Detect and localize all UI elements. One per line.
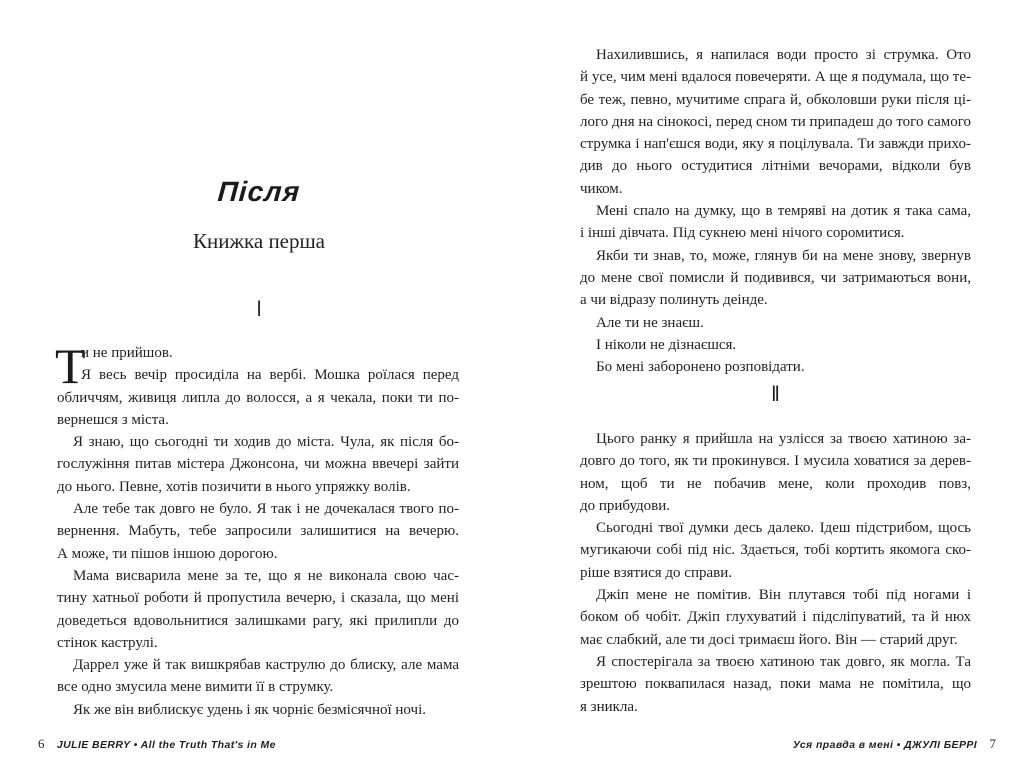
text-line: вернешся з міста. (57, 411, 169, 428)
text-line: до прибудови. (580, 497, 671, 514)
text-line: бе теж, певно, мучитиме спрага й, обколовши руки після ці- (580, 91, 971, 108)
text-line: лого дня на сінокосі, перед сном ти припадеш до того самого (580, 113, 971, 130)
text-line: ном, щоб ти не побачив мене, коли проходив повз, (580, 475, 971, 492)
text-line: має слабкий, але ти досі тримаєш його. Він — старий друг. (580, 631, 958, 648)
right-footer (793, 736, 996, 752)
text-line: Цього ранку я прийшла на узлісся за твоєю хатиною за- (596, 431, 971, 447)
text-line: Мама висварила мене за те, що я не виконала свою час- (73, 567, 459, 584)
right-body-text-top (580, 44, 971, 378)
text-line: і інші дівчата. Під сукнею мені нічого соромитися. (580, 225, 905, 242)
text-line: Сьогодні твої думки десь далеко. Ідеш підстрибом, щось (596, 520, 971, 537)
text-line: обличчям, живиця липла до волосся, а я чекала, поки ти по- (57, 389, 459, 406)
text-line: Якби ти знав, то, може, глянув би на мене знову, звернув (596, 247, 971, 264)
text-line: довго до того, як ти прокинувся. І мусила ховатися за дерев- (580, 453, 971, 470)
text-line: боком об чобіт. Джіп глухуватий і підсліпуватий, та й нюх (580, 609, 971, 626)
text-line: зрештою поквапилася назад, поки мама не помітила, що (580, 676, 971, 693)
text-line: доведеться вдовольнитися залишками рагу, які прилипли до (57, 612, 459, 629)
text-line: а чи відразу полинуть деінде. (580, 292, 768, 309)
page-number-left: 6 (38, 736, 45, 751)
text-line: Я знаю, що сьогодні ти ходив до міста. Чула, як після бо- (73, 434, 459, 451)
text-line: й усе, чим мені вдалося повечеряти. А ще я подумала, що те- (580, 69, 971, 86)
text-line: Джіп мене не помітив. Він плутався тобі під ногами і (596, 587, 971, 604)
text-line: и не прийшов. (81, 345, 173, 361)
text-line: Даррел уже й так вишкрябав каструлю до блиску, але мама (73, 657, 459, 674)
text-line: див до нього остудитися літніми вечорами, відколи був (580, 158, 971, 175)
page-number-right: 7 (989, 736, 996, 751)
book-title: Книжка перша (193, 229, 325, 253)
section-numeral-1: I (257, 296, 261, 321)
text-line: Мені спало на думку, що в темряві на дотик я така сама, (596, 203, 971, 220)
text-line: Нахилившись, я напилася води просто зі струмка. Ото (596, 47, 971, 63)
text-line: А може, ти пішов іншою дорогою. (57, 545, 278, 562)
left-body-text (55, 338, 459, 721)
text-line: гослужіння питав містера Джонсона, чи можна ввечері зайти (57, 456, 459, 473)
text-line: все одно змусила мене вимити її в струмку. (57, 679, 334, 696)
text-line: Як же він виблискує удень і як чорніє безмісячної ночі. (73, 701, 426, 718)
text-line: тину хатньої роботи й пропустила вечерю, і сказала, що мені (57, 590, 459, 607)
text-line: Я весь вечір просиділа на вербі. Мошка роїлася перед (81, 367, 459, 384)
text-line: Бо мені заборонено розповідати. (596, 359, 805, 376)
text-line: стінок каструлі. (57, 634, 158, 651)
text-line: вернення. Мабуть, тебе запросили залишитися на вечерю. (57, 523, 459, 540)
chapter-title: Після (216, 176, 302, 207)
right-page (517, 0, 1034, 766)
running-head-right: Уся правда в мені • ДЖУЛІ БЕРРІ (792, 739, 978, 751)
text-line: ріше взятися до справи. (580, 564, 733, 581)
running-head-left: JULIE BERRY • All the Truth That's in Me (56, 739, 276, 751)
section-numeral-2: II (772, 381, 779, 406)
text-line: Але ти не знаєш. (596, 314, 704, 331)
drop-cap: Т (55, 338, 86, 394)
text-line: чиком. (580, 180, 623, 197)
text-line: до нього. Певне, хотів позичити в нього упряжку волів. (57, 478, 411, 495)
text-line: я зникла. (580, 698, 638, 715)
left-footer (38, 736, 276, 752)
right-body-text-bottom (580, 428, 971, 718)
text-line: до мене свої помисли й подивився, чи затримаються вони, (580, 269, 971, 286)
text-line: струмка і нап'єшся води, яку я поцілувала. Ти завжди прихо- (580, 136, 971, 153)
text-line: Я спостерігала за твоєю хатиною так довго, як могла. Та (596, 653, 971, 670)
text-line: мугикаючи собі під ніс. Здається, тобі кортить якомога ско- (580, 542, 971, 559)
text-line: І ніколи не дізнаєшся. (596, 336, 737, 353)
text-line: Але тебе так довго не було. Я так і не дочекалася твого по- (73, 501, 459, 518)
